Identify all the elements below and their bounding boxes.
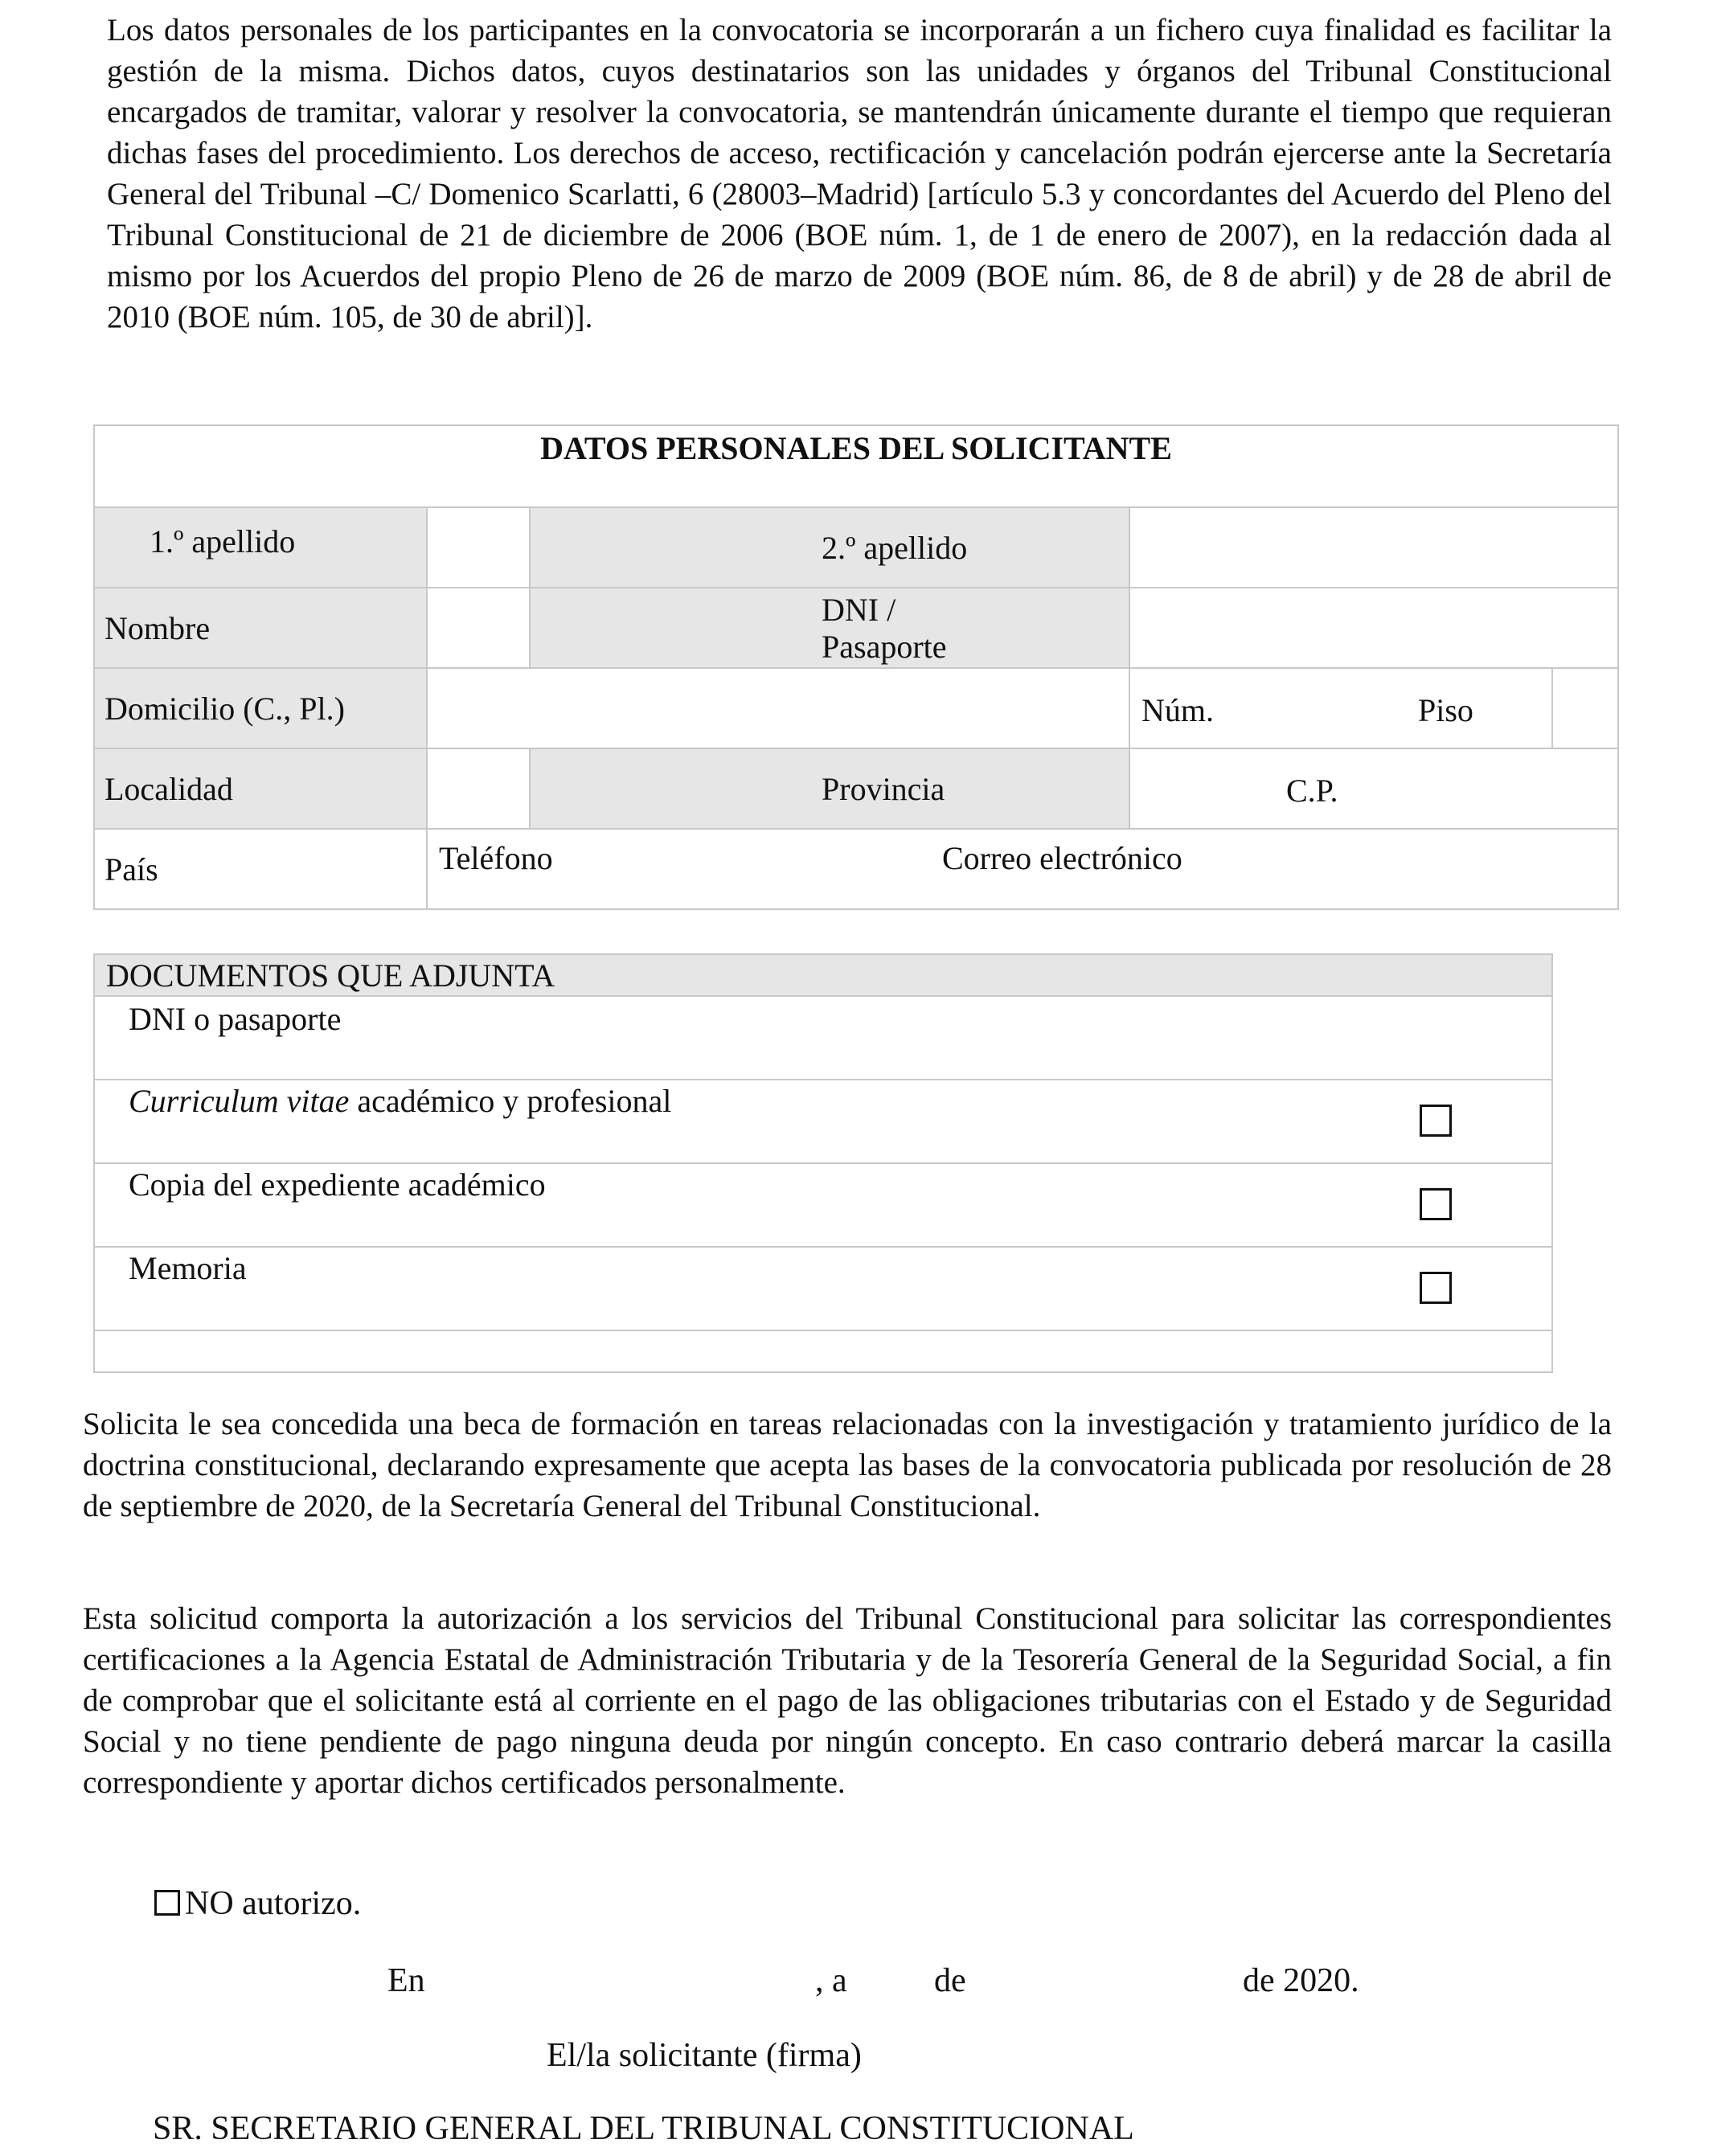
phone-email-cell[interactable] xyxy=(427,829,1618,909)
document-label-memoria: Memoria xyxy=(129,1250,247,1286)
privacy-notice-paragraph: Los datos personales de los participantes en la convocatoria se incorporarán a un fichero cuya finalidad es facilitar la gestión de la misma. Dichos datos, cuyos destinatarios son las unidades y órganos del Tribunal Constitucional encargados de tramitar, valorar y resolver la convocatoria, se mantendrán únicamente durante el tiempo que requieran dichas fases del procedimiento. Los derechos de acceso, rectificación y cancelación podrán ejercerse ante la Secretaría General del Tribunal –C/ Domenico Scarlatti, 6 (28003–Madrid) [artículo 5.3 y concordantes del Acuerdo del Pleno del Tribunal Constitucional de 21 de diciembre de 2006 (BOE núm. 1, de 1 de enero de 2007), en la redacción dada al mismo por los Acuerdos del propio Pleno de 26 de marzo de 2009 (BOE núm. 86, de 8 de abril) y de 28 de abril de 2010 (BOE núm. 105, de 30 de abril)]. xyxy=(107,13,1612,334)
first-surname-field[interactable] xyxy=(427,507,530,588)
second-surname-label: 2.º apellido xyxy=(530,507,1129,588)
place-field[interactable] xyxy=(434,1961,812,2002)
name-field[interactable] xyxy=(427,588,530,668)
documents-table xyxy=(93,953,1553,1373)
document-row-empty xyxy=(94,1330,1552,1372)
dni-label-line1: DNI / xyxy=(822,592,896,628)
email-label: Correo electrónico xyxy=(942,840,1182,876)
date-a-label: , a xyxy=(815,1962,847,1999)
floor-field[interactable] xyxy=(1552,668,1618,748)
documents-title: DOCUMENTOS QUE ADJUNTA xyxy=(94,954,1552,996)
number-label: Núm. xyxy=(1141,692,1214,728)
date-en-label: En xyxy=(387,1962,425,1999)
document-row-dni xyxy=(94,996,1552,1080)
signature-label: El/la solicitante (firma) xyxy=(547,2037,862,2074)
document-label-cv: académico y profesional xyxy=(349,1083,672,1119)
document-label-dni: DNI o pasaporte xyxy=(129,1001,342,1037)
phone-label: Teléfono xyxy=(439,840,553,876)
postal-code-label: C.P. xyxy=(1286,773,1338,809)
locality-field[interactable] xyxy=(427,748,530,829)
date-year-label: de 2020. xyxy=(1243,1962,1359,1999)
day-field[interactable] xyxy=(868,1961,932,2002)
personal-data-table xyxy=(93,424,1619,910)
dni-field[interactable] xyxy=(1129,588,1618,668)
address-field[interactable] xyxy=(427,668,1129,748)
dni-label xyxy=(530,588,1129,668)
no-authorize-label: NO autorizo. xyxy=(185,1885,362,1922)
floor-label: Piso xyxy=(1418,692,1473,728)
document-label-transcript: Copia del expediente académico xyxy=(129,1166,546,1203)
month-field[interactable] xyxy=(981,1961,1238,2002)
postal-code-cell[interactable] xyxy=(1129,748,1618,829)
second-surname-field[interactable] xyxy=(1129,507,1618,588)
province-label: Provincia xyxy=(530,748,1129,829)
document-row-memoria xyxy=(94,1247,1552,1330)
document-row-transcript xyxy=(94,1163,1552,1247)
date-de-label: de xyxy=(934,1962,966,1999)
first-surname-label: 1.º apellido xyxy=(94,507,427,588)
authorization-paragraph: Esta solicitud comporta la autorización a los servicios del Tribunal Constitucional para solicitar las correspondientes certificaciones a la Agencia Estatal de Administración Tributaria y de la Tesorería General de la Seguridad Social, a fin de comprobar que el solicitante está al corriente en el pago de las obligaciones tributarias con el Estado y de Seguridad Social y no tiene pendiente de pago ninguna deuda por ningún concepto. En caso contrario deberá marcar la casilla correspondiente y aportar dichos certificados personalmente. xyxy=(83,1601,1612,1800)
number-floor-cell[interactable] xyxy=(1129,668,1552,748)
personal-data-title: DATOS PERSONALES DEL SOLICITANTE xyxy=(94,425,1618,507)
cv-checkbox[interactable] xyxy=(1420,1105,1452,1137)
request-paragraph: Solicita le sea concedida una beca de formación en tareas relacionadas con la investigación y tratamiento jurídico de la doctrina constitucional, declarando expresamente que acepta las bases de la convocatoria publicada por resolución de 28 de septiembre de 2020, de la Secretaría General del Tribunal Constitucional. xyxy=(83,1407,1612,1523)
transcript-checkbox[interactable] xyxy=(1420,1188,1452,1220)
no-authorize-checkbox[interactable] xyxy=(154,1890,180,1916)
locality-label: Localidad xyxy=(94,748,427,829)
document-label-cv-italic: Curriculum vitae xyxy=(129,1083,350,1119)
document-row-cv xyxy=(94,1080,1552,1163)
country-label: País xyxy=(94,829,427,909)
address-label: Domicilio (C., Pl.) xyxy=(94,668,427,748)
addressee: SR. SECRETARIO GENERAL DEL TRIBUNAL CONSTITUCIONAL xyxy=(153,2110,1134,2147)
dni-label-line2: Pasaporte xyxy=(822,629,947,665)
name-label: Nombre xyxy=(94,588,427,668)
memoria-checkbox[interactable] xyxy=(1420,1272,1452,1304)
